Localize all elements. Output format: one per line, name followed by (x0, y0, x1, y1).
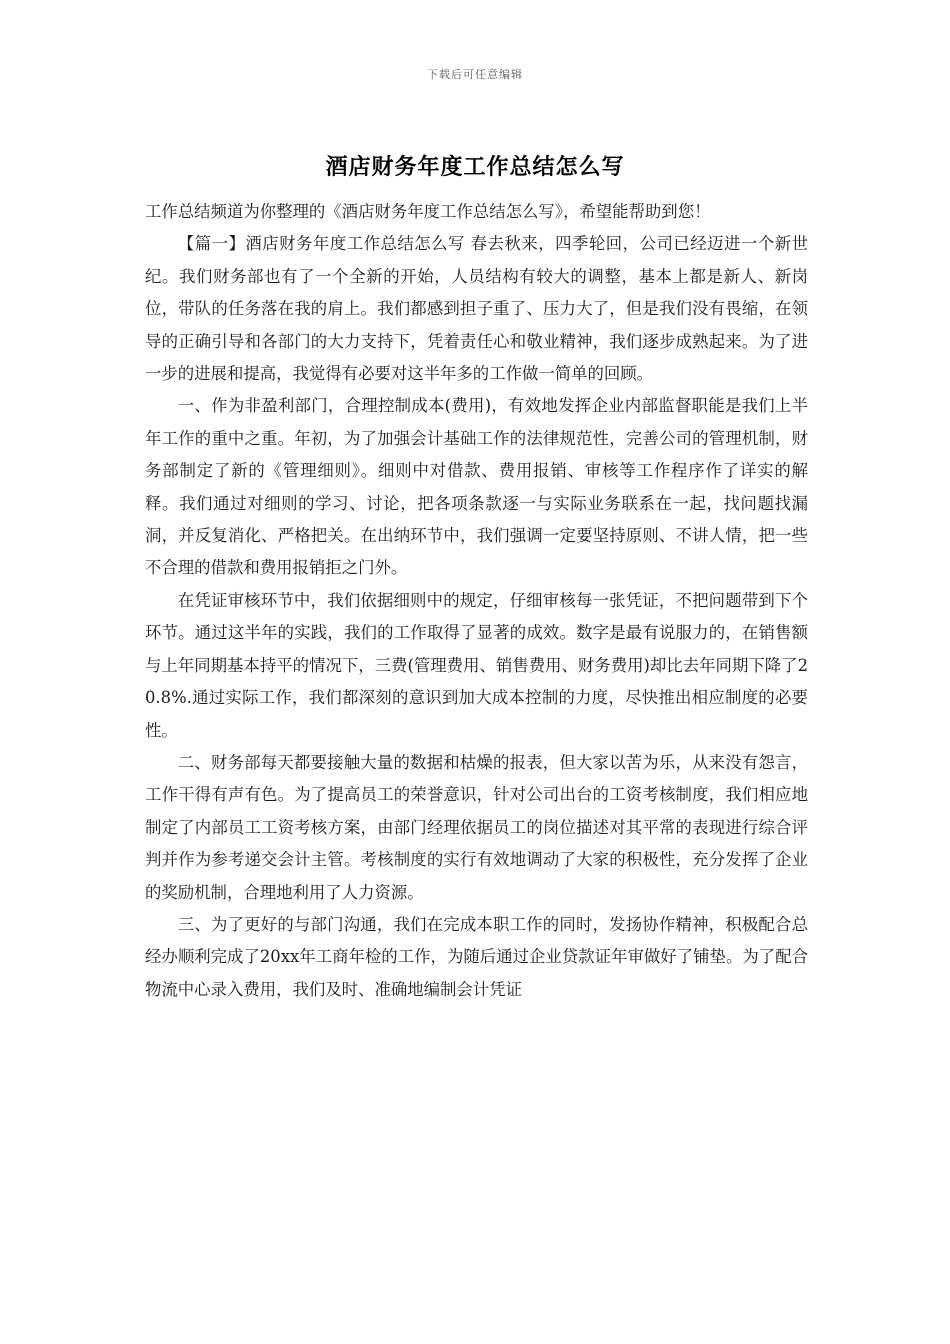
body-paragraph-3: 在凭证审核环节中，我们依据细则中的规定，仔细审核每一张凭证，不把问题带到下个环节。通过这半年的实践，我们的工作取得了显著的成效。数字是最有说服力的，在销售额与上年同期基本持平的情况下，三费(管理费用、销售费用、财务费用)却比去年同期下降了20.8%.通过实际工作，我们都深刻的意识到加大成本控制的力度，尽快推出相应制度的必要性。 (145, 590, 808, 740)
body-paragraph-4: 二、财务部每天都要接触大量的数据和枯燥的报表，但大家以苦为乐，从来没有怨言，工作干得有声有色。为了提高员工的荣誉意识，针对公司出台的工资考核制度，我们相应地制定了内部员工工资考核方案，由部门经理依据员工的岗位描述对其平常的表现进行综合评判并作为参考递交会计主管。考核制度的实行有效地调动了大家的积极性，充分发挥了企业的奖励机制，合理地利用了人力资源。 (145, 752, 808, 902)
body-paragraph-2: 一、作为非盈利部门，合理控制成本(费用)，有效地发挥企业内部监督职能是我们上半年工作的重中之重。年初，为了加强会计基础工作的法律规范性，完善公司的管理机制，财务部制定了新的《管理细则》。细则中对借款、费用报销、审核等工作程序作了详实的解释。我们通过对细则的学习、讨论，把各项条款逐一与实际业务联系在一起，找问题找漏洞，并反复消化、严格把关。在出纳环节中，我们强调一定要坚持原则、不讲人情，把一些不合理的借款和费用报销拒之门外。 (145, 396, 808, 578)
body-paragraph-5: 三、为了更好的与部门沟通，我们在完成本职工作的同时，发扬协作精神，积极配合总经办顺利完成了20xx年工商年检的工作，为随后通过企业贷款证年审做好了铺垫。为了配合物流中心录入费用，我们及时、准确地编制会计凭证 (145, 914, 808, 999)
header-watermark: 下载后可任意编辑 (427, 68, 523, 81)
document-title: 酒店财务年度工作总结怎么写 (325, 154, 625, 180)
intro-paragraph: 工作总结频道为你整理的《酒店财务年度工作总结怎么写》，希望能帮助到您！ (145, 202, 711, 221)
document-body (145, 196, 808, 1006)
body-paragraph-1: 【篇一】酒店财务年度工作总结怎么写 春去秋来，四季轮回，公司已经迈进一个新世纪。我们财务部也有了一个全新的开始，人员结构有较大的调整，基本上都是新人、新岗位，带队的任务落在我的肩上。我们都感到担子重了、压力大了，但是我们没有畏缩，在领导的正确引导和各部门的大力支持下，凭着责任心和敬业精神，我们逐步成熟起来。为了进一步的进展和提高，我觉得有必要对这半年多的工作做一简单的回顾。 (145, 234, 808, 384)
